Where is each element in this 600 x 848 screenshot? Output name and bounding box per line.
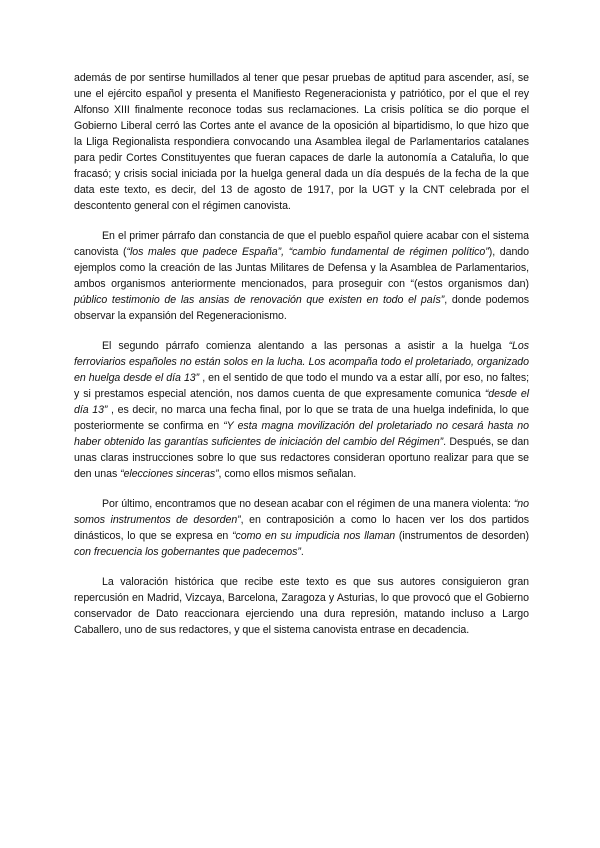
text-segment: La valoración histórica que recibe este texto es que sus autores consiguieron gran repercusión en Madrid, Vizcaya, Barcelona, Zaragoza y Asturias, lo que provocó que el Gobierno conservador de Dato reaccionara ejerciendo una dura represión, matando incluso a Largo Caballero, uno de sus redactores, y que el sistema canovista entrase en decadencia. <box>74 576 529 636</box>
text-segment: , como ellos mismos señalan. <box>218 468 357 480</box>
text-segment: ), dando ejemplos como la creación de las Juntas Militares de Defensa y la Asamblea de Parlamentarios, ambos organismos anteriormente mencionados, para proseguir con “(estos organismos dan) <box>74 246 529 290</box>
quoted-text: “Y esta magna movilización del proletariado no cesará hasta no haber obtenido las garantías suficientes de iniciación del cambio del Régimen” <box>74 420 529 448</box>
quoted-text: “los males que padece España”, “cambio fundamental de régimen político” <box>126 246 489 258</box>
text-segment: El segundo párrafo comienza alentando a las personas a asistir a la huelga <box>102 340 509 352</box>
quoted-text: “no somos instrumentos de desorden” <box>74 498 529 526</box>
paragraph-2 <box>74 228 529 324</box>
text-segment: (instrumentos de desorden) <box>395 530 529 542</box>
quoted-text: público testimonio de las ansias de renovación que existen en todo el país” <box>74 294 445 306</box>
paragraph-3 <box>74 338 529 482</box>
quoted-text: “desde el día 13” <box>74 388 529 416</box>
text-segment: En el primer párrafo dan constancia de que el pueblo español quiere acabar con el sistema canovista ( <box>74 230 529 258</box>
document-body <box>74 70 529 652</box>
quoted-text: “como en su impudicia nos llaman <box>232 530 396 542</box>
text-segment: , es decir, no marca una fecha final, por lo que se trata de una huelga indefinida, lo que posteriormente se confirma en <box>74 404 529 432</box>
text-segment: Por último, encontramos que no desean acabar con el régimen de una manera violenta: <box>102 498 514 510</box>
text-segment: , en contraposición a como lo hacen ver los dos partidos dinásticos, lo que se expresa en <box>74 514 529 542</box>
text-segment: , donde podemos observar la expansión del Regeneracionismo. <box>74 294 530 322</box>
text-segment: , en el sentido de que todo el mundo va a estar allí, por eso, no faltes; y si prestamos especial atención, nos damos cuenta de que expresamente comunica <box>74 372 529 400</box>
text-segment: . <box>300 546 304 558</box>
paragraph-5 <box>74 574 529 638</box>
quoted-text: “elecciones sinceras” <box>120 468 219 480</box>
quoted-text: “Los ferroviarios españoles no están solos en la lucha. Los acompaña todo el proletariado, organizado en huelga desde el día 13” <box>74 340 529 384</box>
quoted-text: con frecuencia los gobernantes que padecemos” <box>74 546 301 558</box>
paragraph-4 <box>74 496 529 560</box>
text-segment: . Después, se dan unas claras instrucciones sobre lo que sus redactores consideran oportuno realizar para que se den unas <box>74 436 529 480</box>
paragraph-1 <box>74 70 529 214</box>
text-segment: además de por sentirse humillados al tener que pesar pruebas de aptitud para ascender, así, se une el ejército español y presenta el Manifiesto Regeneracionista y patriótico, por el que el rey Alfonso XIII finalmente reconoce todas sus reclamaciones. La crisis política se dio porque el Gobierno Liberal cerró las Cortes ante el avance de la oposición al bipartidismo, lo que hizo que la Lliga Regionalista respondiera convocando una Asamblea ilegal de Parlamentarios catalanes para pedir Cortes Constituyentes que fueran capaces de darle la autonomía a Cataluña, lo que fracasó; y crisis social iniciada por la huelga general dada un día después de la fecha de la que data este texto, es decir, del 13 de agosto de 1917, por la UGT y la CNT celebrada por el descontento general con el régimen canovista. <box>74 72 529 212</box>
